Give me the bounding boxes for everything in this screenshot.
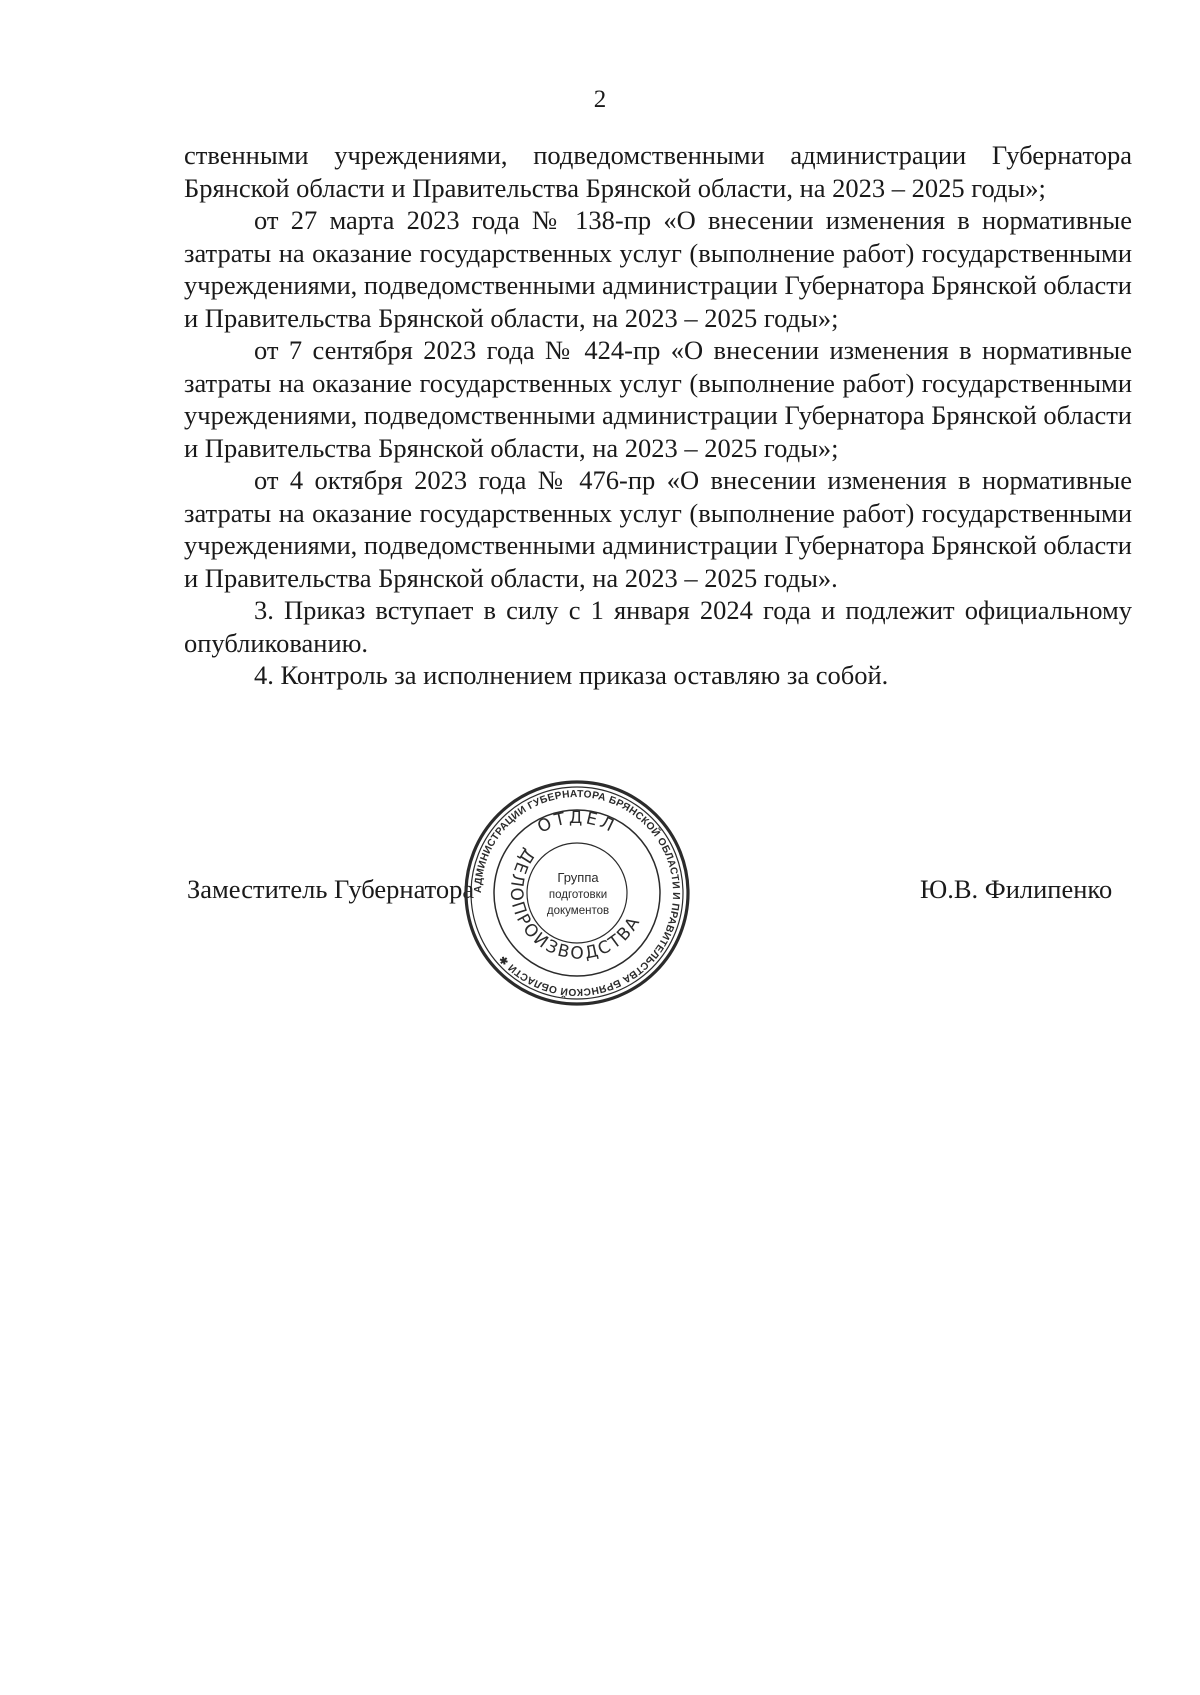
paragraph-effective-date: 3. Приказ вступает в силу с 1 января 2024 года и подлежит официальному опубликованию. [184, 595, 1132, 658]
paragraph-order-424: от 7 сентября 2023 года № 424-пр «О внесении изменения в нормативные затраты на оказание государственных услуг (выполнение работ) государственными учреждениями, подведомственными администрации Губернатора Брянской области и Правительства Брянской области, на 2023 – 2025 годы»; [184, 335, 1132, 463]
stamp-seal-icon [462, 778, 692, 1008]
stamp-top-text: ОТДЕЛ [534, 808, 620, 838]
signer-name: Ю.В. Филипенко [920, 874, 1113, 904]
signer-title: Заместитель Губернатора [187, 874, 475, 904]
stamp-center-line-3: документов [546, 905, 610, 917]
stamp-outer-text: АДМИНИСТРАЦИИ ГУБЕРНАТОРА БРЯНСКОЙ ОБЛАСТИ И ПРАВИТЕЛЬСТВА БРЯНСКОЙ ОБЛАСТИ ✱ [472, 788, 682, 998]
stamp-center-line-1: Группа [557, 870, 599, 885]
page-number: 2 [593, 86, 607, 113]
paragraph-control: 4. Контроль за исполнением приказа оставляю за собой. [254, 660, 889, 690]
stamp-center-line-2: подготовки [548, 889, 608, 901]
paragraph-order-138: от 27 марта 2023 года № 138-пр «О внесении изменения в нормативные затраты на оказание государственных услуг (выполнение работ) государственными учреждениями, подведомственными администрации Губернатора Брянской области и Правительства Брянской области, на 2023 – 2025 годы»; [184, 205, 1132, 333]
document-body [184, 139, 1132, 692]
paragraph-order-476: от 4 октября 2023 года № 476-пр «О внесении изменения в нормативные затраты на оказание государственных услуг (выполнение работ) государственными учреждениями, подведомственными администрации Губернатора Брянской области и Правительства Брянской области, на 2023 – 2025 годы». [184, 465, 1132, 593]
paragraph-continuation: ственными учреждениями, подведомственными администрации Губернатора Брянской области и Правительства Брянской области, на 2023 – 2025 годы»; [184, 140, 1132, 203]
official-stamp [462, 778, 692, 1008]
stamp-ring-text: ДЕЛОПРОИЗВОДСТВА [505, 845, 646, 964]
